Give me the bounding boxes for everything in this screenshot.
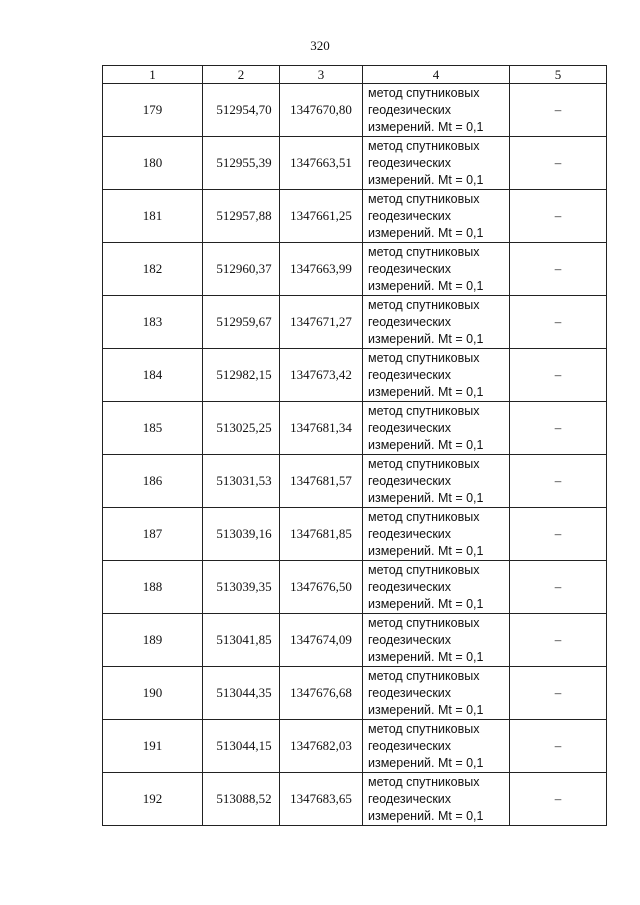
method-cell [363,455,510,508]
method-line: метод спутниковых [368,138,480,153]
note-cell: – [510,773,607,826]
column-header-5: 5 [510,66,607,84]
point-number-cell: 179 [103,84,203,137]
point-number-cell: 187 [103,508,203,561]
method-line: измерений. Mt = 0,1 [368,119,484,134]
method-line: метод спутниковых [368,403,480,418]
method-cell [363,614,510,667]
method-line: измерений. Mt = 0,1 [368,384,484,399]
point-number-cell: 185 [103,402,203,455]
method-line: измерений. Mt = 0,1 [368,490,484,505]
table-row [103,614,607,667]
coordinate-x-cell: 513039,16 [203,508,280,561]
method-line: геодезических [368,632,452,647]
method-cell [363,349,510,402]
note-cell: – [510,402,607,455]
method-line: метод спутниковых [368,668,480,683]
note-cell: – [510,243,607,296]
method-line: измерений. Mt = 0,1 [368,649,484,664]
coordinate-x-cell: 512982,15 [203,349,280,402]
method-line: геодезических [368,314,452,329]
point-number-cell: 188 [103,561,203,614]
note-cell: – [510,614,607,667]
method-cell [363,667,510,720]
table-row [103,402,607,455]
point-number-cell: 181 [103,190,203,243]
method-cell [363,84,510,137]
method-cell [363,508,510,561]
note-cell: – [510,720,607,773]
method-cell [363,561,510,614]
coordinate-y-cell: 1347663,99 [280,243,363,296]
table-body [103,84,607,826]
method-line: геодезических [368,208,452,223]
table-row [103,455,607,508]
coordinate-x-cell: 513044,15 [203,720,280,773]
table-row [103,84,607,137]
method-line: геодезических [368,261,452,276]
point-number-cell: 186 [103,455,203,508]
table-row [103,296,607,349]
method-line: измерений. Mt = 0,1 [368,278,484,293]
method-line: метод спутниковых [368,721,480,736]
method-line: измерений. Mt = 0,1 [368,225,484,240]
note-cell: – [510,84,607,137]
coordinate-y-cell: 1347681,34 [280,402,363,455]
method-line: измерений. Mt = 0,1 [368,437,484,452]
coordinate-x-cell: 513031,53 [203,455,280,508]
column-header-3: 3 [280,66,363,84]
coordinate-x-cell: 513039,35 [203,561,280,614]
method-line: метод спутниковых [368,562,480,577]
coordinate-y-cell: 1347681,85 [280,508,363,561]
coordinate-y-cell: 1347682,03 [280,720,363,773]
method-line: метод спутниковых [368,615,480,630]
table-row [103,667,607,720]
method-line: измерений. Mt = 0,1 [368,702,484,717]
table-row [103,773,607,826]
coordinate-y-cell: 1347676,50 [280,561,363,614]
coordinate-x-cell: 513088,52 [203,773,280,826]
note-cell: – [510,561,607,614]
method-line: геодезических [368,473,452,488]
table-header-row [103,66,607,84]
note-cell: – [510,190,607,243]
method-cell [363,773,510,826]
note-cell: – [510,508,607,561]
coordinate-y-cell: 1347670,80 [280,84,363,137]
note-cell: – [510,137,607,190]
method-line: геодезических [368,738,452,753]
table-row [103,720,607,773]
method-cell [363,402,510,455]
column-header-4: 4 [363,66,510,84]
table-row [103,508,607,561]
coordinate-x-cell: 512955,39 [203,137,280,190]
method-line: геодезических [368,102,452,117]
point-number-cell: 184 [103,349,203,402]
note-cell: – [510,455,607,508]
coordinates-table [102,65,607,826]
page-number: 320 [310,38,330,53]
method-line: геодезических [368,579,452,594]
column-header-1: 1 [103,66,203,84]
coordinate-y-cell: 1347671,27 [280,296,363,349]
point-number-cell: 180 [103,137,203,190]
coordinate-y-cell: 1347661,25 [280,190,363,243]
point-number-cell: 190 [103,667,203,720]
table-row [103,190,607,243]
coordinate-y-cell: 1347681,57 [280,455,363,508]
coordinate-y-cell: 1347673,42 [280,349,363,402]
point-number-cell: 191 [103,720,203,773]
method-cell [363,296,510,349]
method-line: геодезических [368,367,452,382]
method-cell [363,243,510,296]
method-cell [363,137,510,190]
coordinate-y-cell: 1347676,68 [280,667,363,720]
coordinate-x-cell: 512959,67 [203,296,280,349]
coordinate-x-cell: 513044,35 [203,667,280,720]
method-line: метод спутниковых [368,297,480,312]
method-line: измерений. Mt = 0,1 [368,808,484,823]
coordinate-x-cell: 512960,37 [203,243,280,296]
note-cell: – [510,667,607,720]
method-cell [363,720,510,773]
method-line: геодезических [368,791,452,806]
coordinate-x-cell: 513041,85 [203,614,280,667]
column-header-2: 2 [203,66,280,84]
table-row [103,137,607,190]
method-line: метод спутниковых [368,774,480,789]
point-number-cell: 183 [103,296,203,349]
coordinate-x-cell: 512957,88 [203,190,280,243]
note-cell: – [510,349,607,402]
method-line: метод спутниковых [368,85,480,100]
method-line: измерений. Mt = 0,1 [368,172,484,187]
method-line: измерений. Mt = 0,1 [368,543,484,558]
point-number-cell: 182 [103,243,203,296]
coordinate-x-cell: 513025,25 [203,402,280,455]
method-line: геодезических [368,155,452,170]
method-line: метод спутниковых [368,456,480,471]
method-line: метод спутниковых [368,191,480,206]
table-row [103,349,607,402]
method-cell [363,190,510,243]
coordinate-x-cell: 512954,70 [203,84,280,137]
point-number-cell: 192 [103,773,203,826]
method-line: геодезических [368,526,452,541]
point-number-cell: 189 [103,614,203,667]
method-line: метод спутниковых [368,244,480,259]
method-line: метод спутниковых [368,350,480,365]
coordinate-y-cell: 1347674,09 [280,614,363,667]
method-line: измерений. Mt = 0,1 [368,596,484,611]
table-row [103,561,607,614]
coordinate-y-cell: 1347683,65 [280,773,363,826]
method-line: геодезических [368,685,452,700]
method-line: измерений. Mt = 0,1 [368,331,484,346]
note-cell: – [510,296,607,349]
coordinate-y-cell: 1347663,51 [280,137,363,190]
table-row [103,243,607,296]
method-line: метод спутниковых [368,509,480,524]
method-line: геодезических [368,420,452,435]
method-line: измерений. Mt = 0,1 [368,755,484,770]
